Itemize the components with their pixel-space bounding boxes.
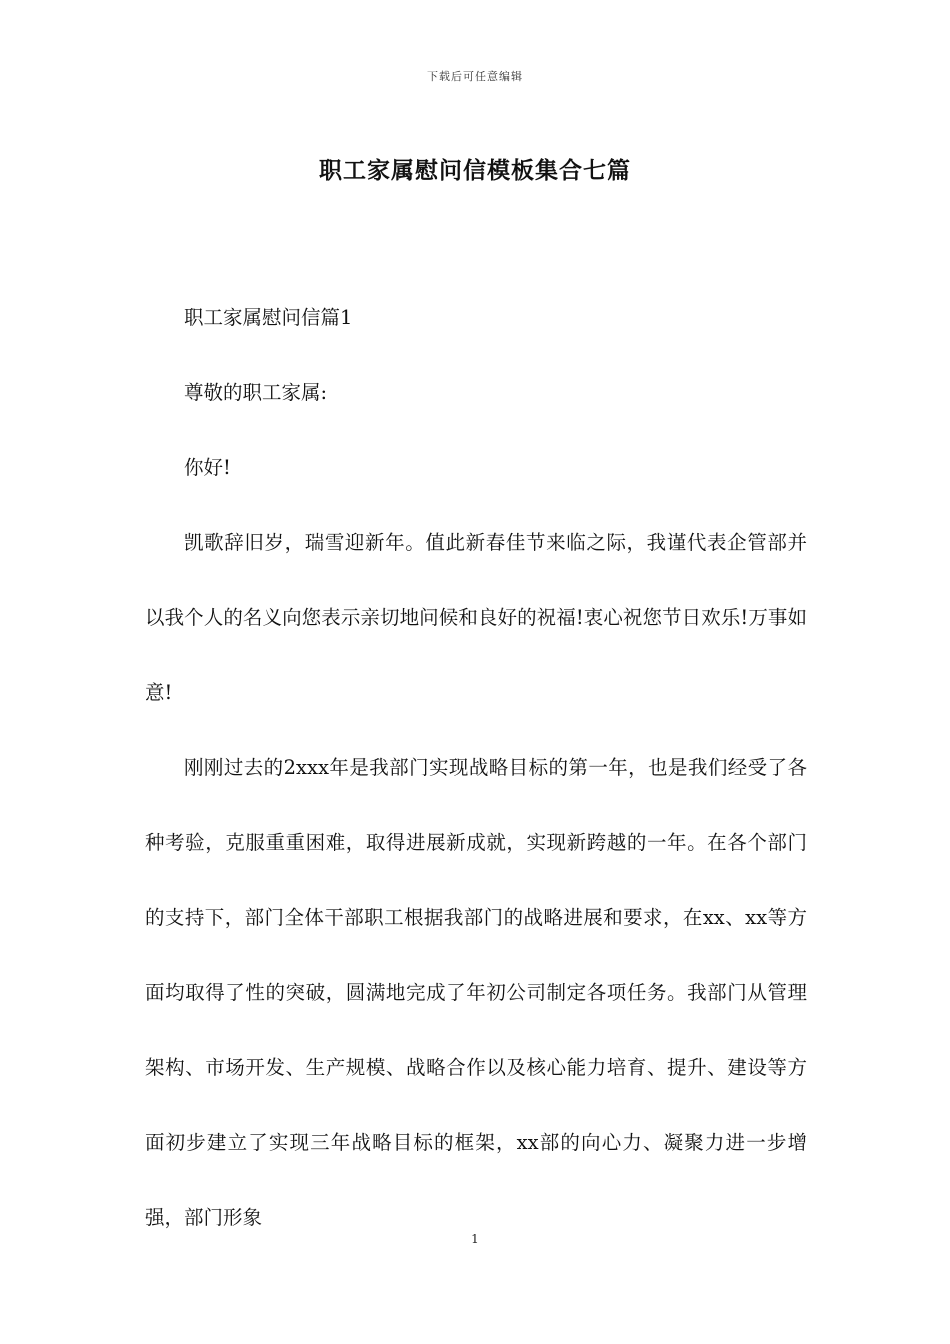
salutation: 尊敬的职工家属: — [184, 381, 328, 404]
document-body — [145, 280, 807, 1255]
body-paragraph: 凯歌辞旧岁，瑞雪迎新年。值此新春佳节来临之际，我谨代表企管部并以我个人的名义向您表示亲切地问候和良好的祝福!衷心祝您节日欢乐!万事如意! — [145, 531, 807, 704]
header-note: 下载后可任意编辑 — [427, 70, 523, 83]
greeting: 你好! — [184, 456, 231, 479]
document-title: 职工家属慰问信模板集合七篇 — [319, 157, 631, 184]
body-paragraph: 刚刚过去的2xxx年是我部门实现战略目标的第一年，也是我们经受了各种考验，克服重重困难，取得进展新成就，实现新跨越的一年。在各个部门的支持下，部门全体干部职工根据我部门的战略进展和要求，在xx、xx等方面均取得了性的突破，圆满地完成了年初公司制定各项任务。我部门从管理架构、市场开发、生产规模、战略合作以及核心能力培育、提升、建设等方面初步建立了实现三年战略目标的框架，xx部的向心力、凝聚力进一步增强，部门形象 — [145, 756, 807, 1229]
section-heading: 职工家属慰问信篇1 — [184, 306, 353, 329]
page-number: 1 — [471, 1232, 479, 1246]
